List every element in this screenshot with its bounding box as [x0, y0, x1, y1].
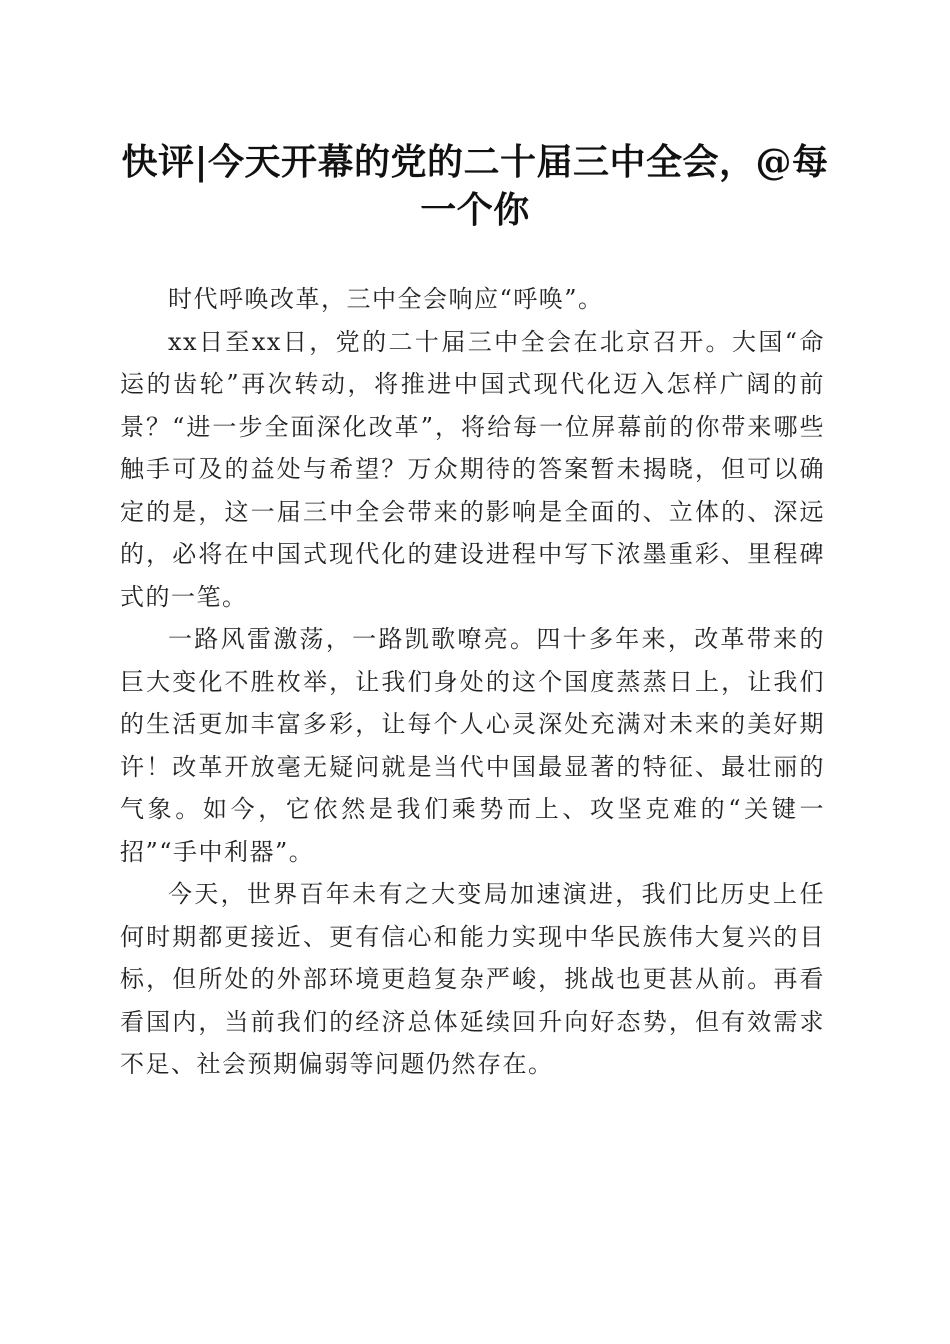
- paragraph-1: 时代呼唤改革，三中全会响应“呼唤”。: [168, 285, 604, 313]
- document-title: 快评|今天开幕的党的二十届三中全会，@每一个你: [121, 141, 829, 231]
- document-body: [120, 278, 825, 1086]
- paragraph-3: 一路风雷激荡，一路凯歌嘹亮。四十多年来，改革带来的巨大变化不胜枚举，让我们身处的这个国度蒸蒸日上，让我们的生活更加丰富多彩，让每个人心灵深处充满对未来的美好期许！改革开放毫无疑问就是当代中国最显著的特征、最壮丽的气象。如今，它依然是我们乘势而上、攻坚克难的“关键一招”“手中利器”。: [120, 625, 825, 866]
- paragraph-4: 今天，世界百年未有之大变局加速演进，我们比历史上任何时期都更接近、更有信心和能力实现中华民族伟大复兴的目标，但所处的外部环境更趋复杂严峻，挑战也更甚从前。再看看国内，当前我们的经济总体延续回升向好态势，但有效需求不足、社会预期偏弱等问题仍然存在。: [120, 880, 825, 1078]
- paragraph-2: xx日至xx日，党的二十届三中全会在北京召开。大国“命运的齿轮”再次转动，将推进中国式现代化迈入怎样广阔的前景？“进一步全面深化改革”，将给每一位屏幕前的你带来哪些触手可及的益处与希望？万众期待的答案暂未揭晓，但可以确定的是，这一届三中全会带来的影响是全面的、立体的、深远的，必将在中国式现代化的建设进程中写下浓墨重彩、里程碑式的一笔。: [120, 327, 825, 611]
